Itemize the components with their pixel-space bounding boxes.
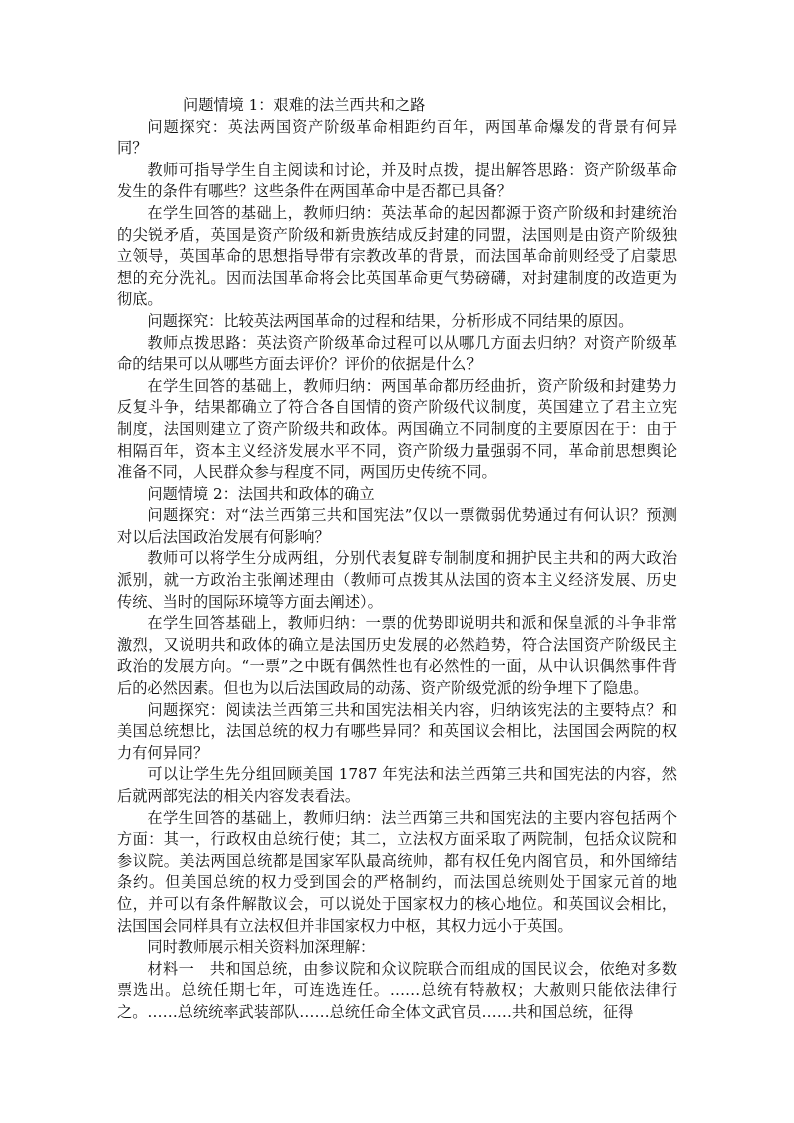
paragraph: 在学生回答的基础上，教师归纳：两国革命都历经曲折，资产阶级和封建势力反复斗争，结果都确立了符合各自国情的资产阶级代议制度，英国建立了君主立宪制度，法国则建立了资产阶级共和政体。两国确立不同制度的主要原因在于：由于相隔百年，资本主义经济发展水平不同，资产阶级力量强弱不同，革命前思想舆论准备不同，人民群众参与程度不同，两国历史传统不同。	[117, 376, 677, 482]
paragraph: 问题探究：英法两国资产阶级革命相距约百年，两国革命爆发的背景有何异同？	[117, 117, 677, 158]
paragraph: 问题探究：比较英法两国革命的过程和结果，分析形成不同结果的原因。	[147, 311, 634, 330]
section-heading-1: 问题情境 1：艰难的法兰西共和之路	[183, 96, 426, 114]
material-paragraph: 材料一 共和国总统，由参议院和众议院联合而组成的国民议会，依绝对多数票选出。总统任期七年，可连选连任。……总统有特赦权；大赦则只能依法律行之。……总统统率武装部队……总统任命全体文武官员……共和国总统，征得	[117, 959, 677, 1021]
section-heading-2: 问题情境 2：法国共和政体的确立	[147, 484, 375, 503]
paragraph: 可以让学生先分组回顾美国 1787 年宪法和法兰西第三共和国宪法的内容，然后就两部宪法的相关内容发表看法。	[117, 765, 677, 805]
paragraph: 在学生回答的基础上，教师归纳：英法革命的起因都源于资产阶级和封建统治的尖锐矛盾，英国是资产阶级和新贵族结成反封建的同盟，法国则是由资产阶级独立领导，英国革命的思想指导带有宗教改革的背景，而法国革命前则经受了启蒙思想的充分洗礼。因而法国革命将会比英国革命更气势磅礴，对封建制度的改造更为彻底。	[117, 203, 677, 309]
paragraph: 问题探究：阅读法兰西第三共和国宪法相关内容，归纳该宪法的主要特点？和美国总统想比，法国总统的权力有哪些异同？和英国议会相比，法国国会两院的权力有何异同？	[117, 700, 677, 762]
paragraph: 在学生回答的基础上，教师归纳：法兰西第三共和国宪法的主要内容包括两个方面：其一，行政权由总统行使；其二，立法权方面采取了两院制，包括众议院和参议院。美法两国总统都是国家军队最高统帅，都有权任免内阁官员，和外国缔结条约。但美国总统的权力受到国会的严格制约，而法国总统则处于国家元首的地位，并可以有条件解散议会，可以说处于国家权力的核心地位。和英国议会相比，法国国会同样具有立法权但并非国家权力中枢，其权力远小于英国。	[117, 808, 677, 935]
paragraph: 同时教师展示相关资料加深理解：	[147, 938, 376, 957]
document-page	[117, 95, 677, 1024]
paragraph: 教师点拨思路：英法资产阶级革命过程可以从哪几方面去归纳？对资产阶级革命的结果可以从哪些方面去评价？评价的依据是什么？	[117, 333, 677, 374]
paragraph: 问题探究：对“法兰西第三共和国宪法”仅以一票微弱优势通过有何认识？预测对以后法国政治发展有何影响？	[117, 506, 677, 546]
paragraph: 在学生回答基础上，教师归纳：一票的优势即说明共和派和保皇派的斗争非常激烈，又说明共和政体的确立是法国历史发展的必然趋势，符合法国资产阶级民主政治的发展方向。“一票”之中既有偶然性也有必然性的一面，从中认识偶然事件背后的必然因素。但也为以后法国政局的动荡、资产阶级党派的纷争埋下了隐患。	[117, 614, 677, 698]
paragraph: 教师可以将学生分成两组，分别代表复辟专制制度和拥护民主共和的两大政治派别，就一方政治主张阐述理由（教师可点拨其从法国的资本主义经济发展、历史传统、当时的国际环境等方面去阐述）。	[117, 549, 677, 611]
paragraph: 教师可指导学生自主阅读和讨论，并及时点拨，提出解答思路：资产阶级革命发生的条件有哪些？这些条件在两国革命中是否都已具备？	[117, 160, 677, 201]
